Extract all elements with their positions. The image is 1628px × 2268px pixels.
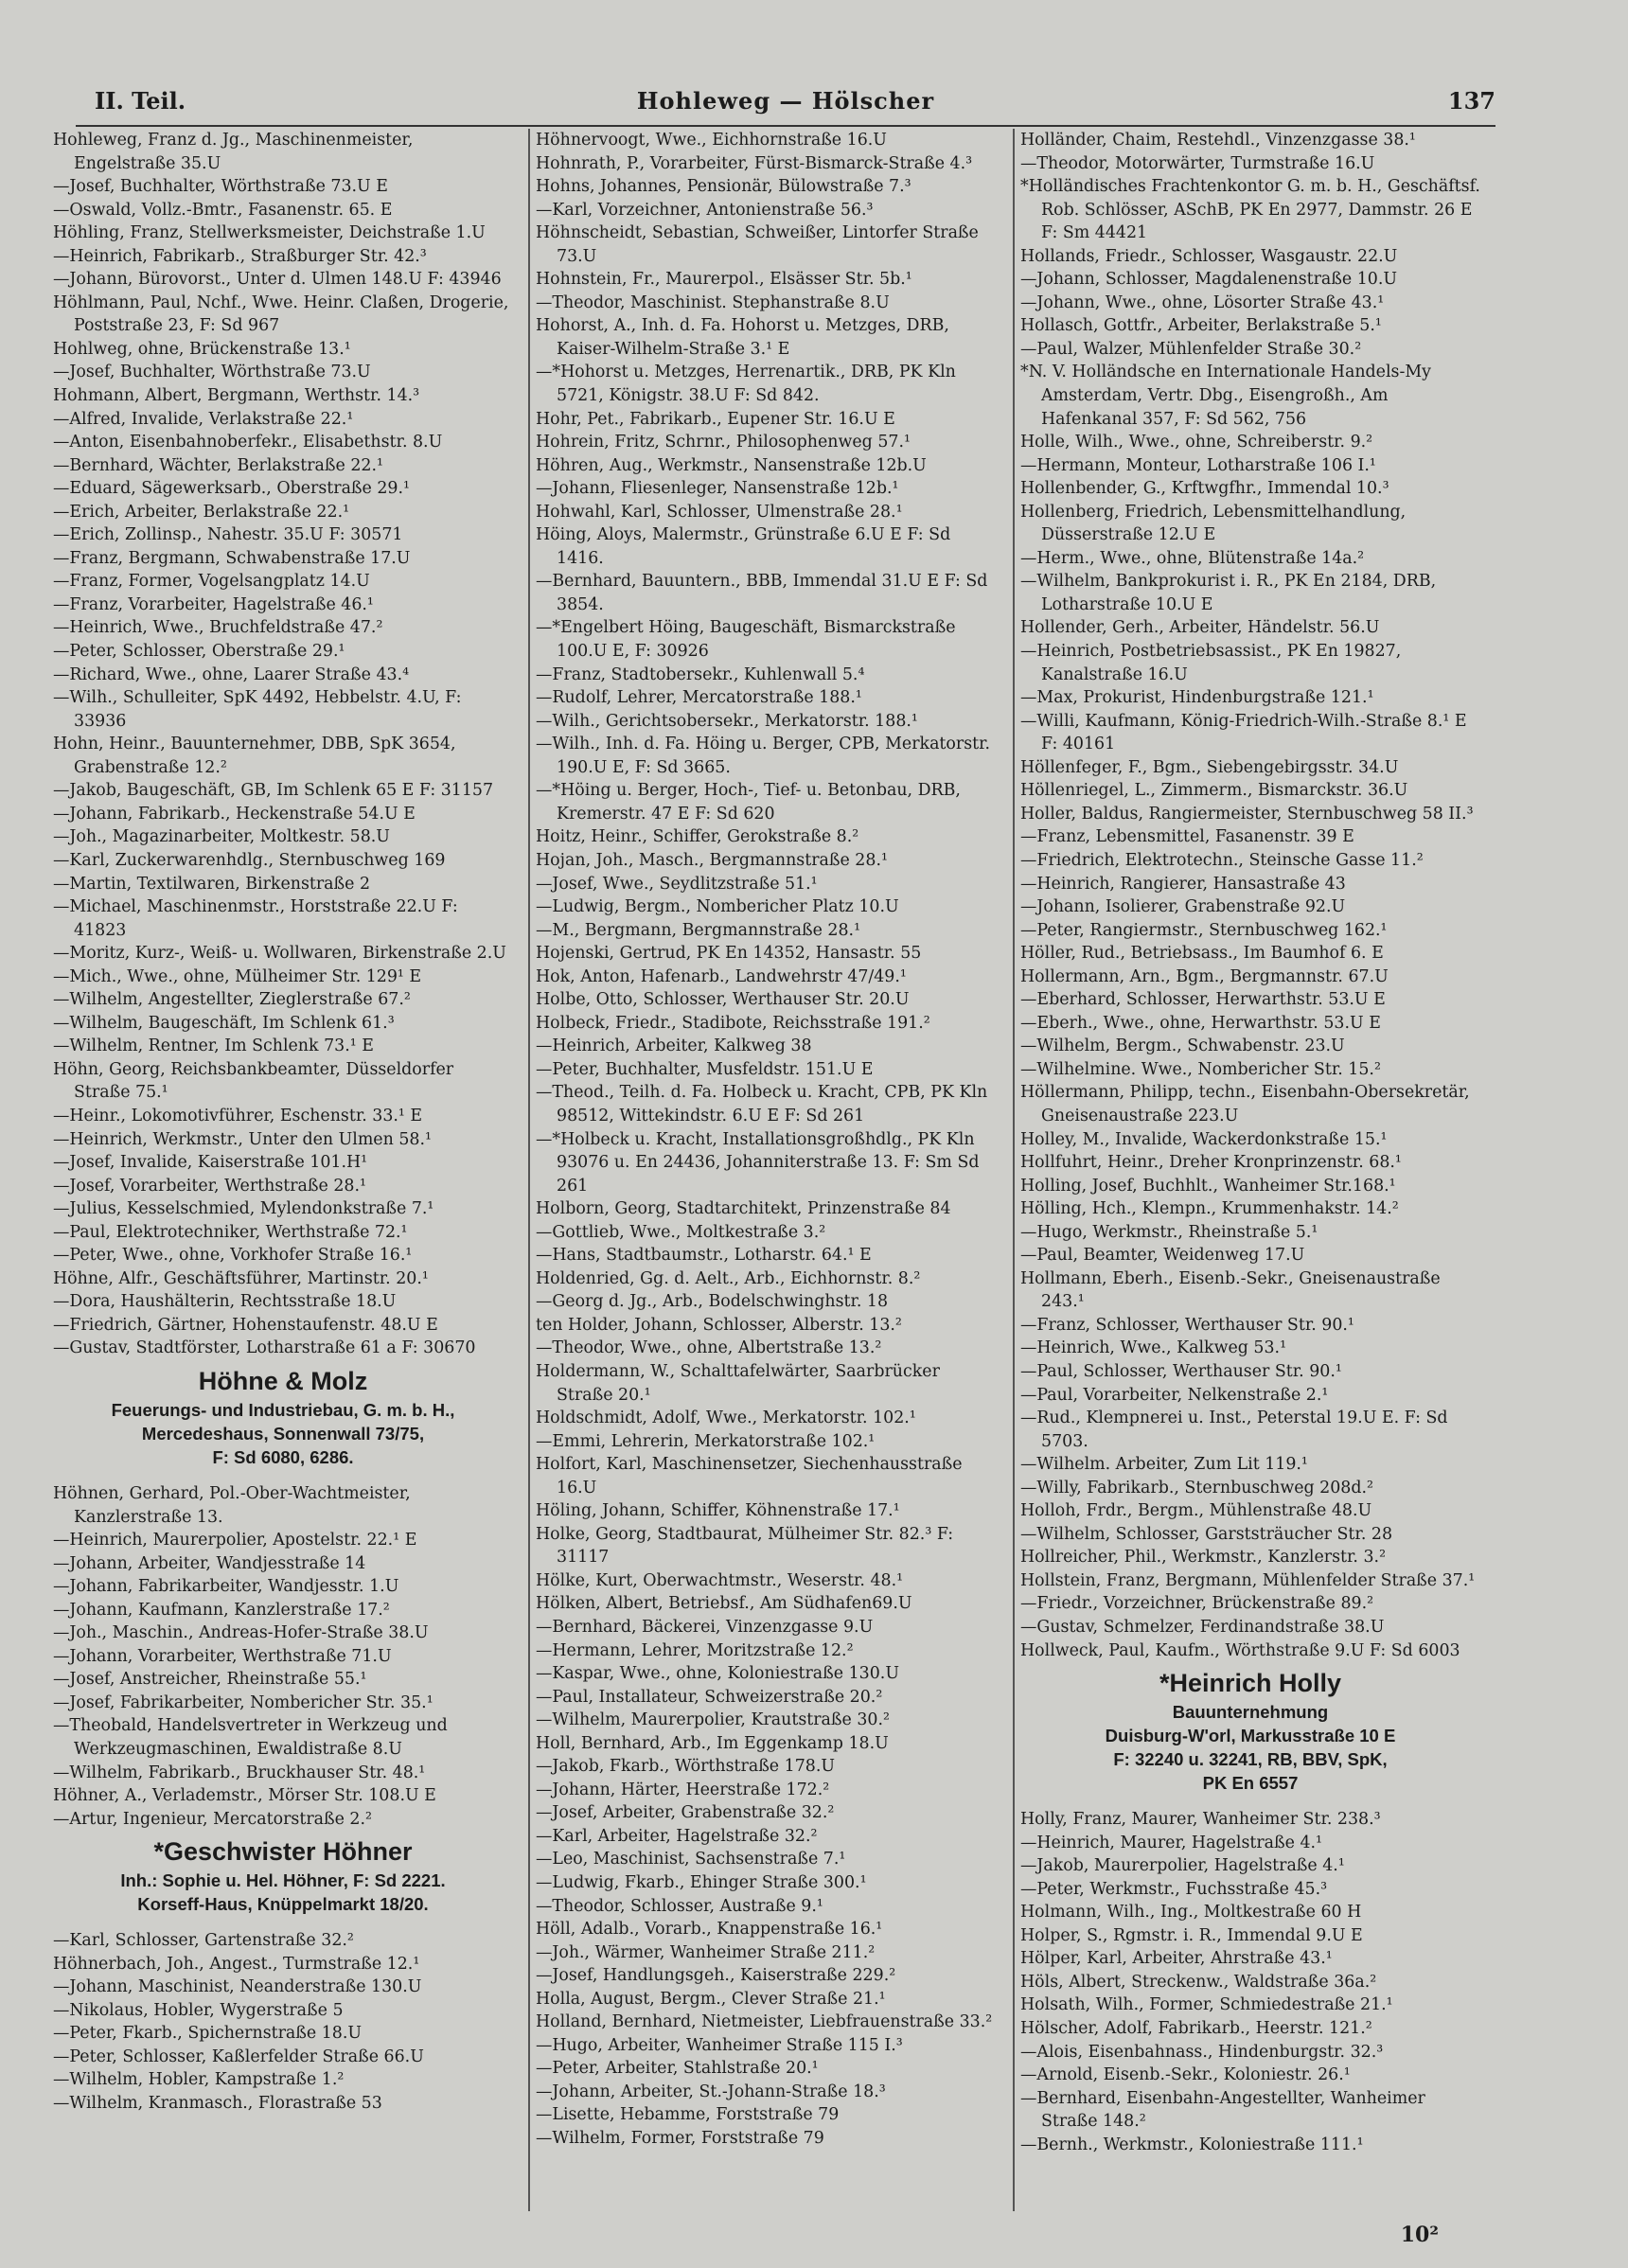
- directory-entry: —Paul, Vorarbeiter, Nelkenstraße 2.¹: [1020, 1385, 1329, 1405]
- directory-entry: Holley, M., Invalide, Wackerdonkstraße 15.¹: [1020, 1129, 1388, 1149]
- directory-column-2: [536, 129, 996, 2211]
- directory-entry: Höhnen, Gerhard, Pol.-Ober-Wachtmeister, Kanzlerstraße 13.: [53, 1483, 411, 1527]
- directory-entry: Holle, Wilh., Wwe., ohne, Schreiberstr. 9.²: [1020, 433, 1373, 452]
- directory-entry: —Alfred, Invalide, Verlakstraße 22.¹: [53, 409, 354, 429]
- directory-entry: —Rud., Klempnerei u. Inst., Peterstal 19.U E. F: Sd 5703.: [1020, 1409, 1448, 1451]
- directory-entry: —Johann, Bürovorst., Unter d. Ulmen 148.U F: 43946: [53, 270, 502, 290]
- advertisement-line: Korseff-Haus, Knüppelmarkt 18/20.: [137, 1894, 429, 1915]
- directory-entry: —Emmi, Lehrerin, Merkatorstraße 102.¹: [536, 1431, 876, 1451]
- directory-entry: —Wilhelm, Bergm., Schwabenstr. 23.U: [1020, 1037, 1345, 1056]
- directory-entry: —Wilhelmine. Wwe., Nombericher Str. 15.²: [1020, 1059, 1381, 1079]
- directory-entry: —Wilh., Gerichtsobersekr., Merkatorstr. 188.¹: [536, 711, 918, 731]
- directory-entry: —Heinrich, Postbetriebsassist., PK En 19827, Kanalstraße 16.U: [1020, 642, 1402, 684]
- directory-entry: —Julius, Kesselschmied, Mylendonkstraße 7.¹: [53, 1199, 434, 1219]
- directory-entry: —Artur, Ingenieur, Mercatorstraße 2.²: [53, 1809, 373, 1829]
- directory-entry: —Peter, Fkarb., Spichernstraße 18.U: [53, 2024, 363, 2044]
- directory-entry: —Jakob, Maurerpolier, Hagelstraße 4.¹: [1020, 1856, 1345, 1876]
- directory-entry: Hollstein, Franz, Bergmann, Mühlenfelder Straße 37.¹: [1020, 1570, 1476, 1590]
- directory-entry: Höhnervoogt, Wwe., Eichhornstraße 16.U: [536, 131, 887, 150]
- directory-entry: —Heinrich, Rangierer, Hansastraße 43: [1020, 874, 1346, 894]
- directory-entry: —Kaspar, Wwe., ohne, Koloniestraße 130.U: [536, 1664, 899, 1684]
- directory-entry: —Eberhard, Schlosser, Herwarthstr. 53.U E: [1020, 990, 1386, 1010]
- directory-entry: Holbe, Otto, Schlosser, Werthauser Str. 20.U: [536, 990, 910, 1010]
- directory-entry: Höhlmann, Paul, Nchf., Wwe. Heinr. Claßen, Drogerie, Poststraße 23, F: Sd 967: [53, 292, 509, 336]
- directory-entry: —M., Bergmann, Bergmannstraße 28.¹: [536, 920, 861, 940]
- directory-entry: —Josef, Fabrikarbeiter, Nombericher Str. 35.¹: [53, 1692, 434, 1712]
- directory-entry: —Franz, Vorarbeiter, Hagelstraße 46.¹: [53, 594, 374, 614]
- directory-entry: Hoitz, Heinr., Schiffer, Gerokstraße 8.²: [536, 827, 859, 847]
- directory-entry: Hohr, Pet., Fabrikarb., Eupener Str. 16.U E: [536, 409, 895, 429]
- directory-entry: Höllermann, Philipp, techn., Eisenbahn-Obersekretär, Gneisenaustraße 223.U: [1020, 1083, 1470, 1125]
- directory-entry: Holdenried, Gg. d. Aelt., Arb., Eichhornstr. 8.²: [536, 1268, 921, 1288]
- directory-entry: —Heinrich, Arbeiter, Kalkweg 38: [536, 1037, 812, 1056]
- directory-entry: —Johann, Wwe., ohne, Lösorter Straße 43.¹: [1020, 292, 1385, 312]
- directory-entry: —Gustav, Schmelzer, Ferdinandstraße 38.U: [1020, 1618, 1385, 1637]
- directory-entry: —Wilh., Schulleiter, SpK 4492, Hebbelstr. 4.U, F: 33936: [53, 688, 462, 731]
- directory-entry: *N. V. Holländsche en Internationale Handels-My Amsterdam, Vertr. Dbg., Eisengroßh., Am Hafenkanal 357, F: Sd 562, 756: [1020, 363, 1431, 429]
- directory-entry: Hölken, Albert, Betriebsf., Am Südhafen69.U: [536, 1594, 912, 1614]
- directory-entry: —Lisette, Hebamme, Forststraße 79: [536, 2105, 840, 2125]
- directory-entry: —*Höing u. Berger, Hoch-, Tief- u. Betonbau, DRB, Kremerstr. 47 E F: Sd 620: [536, 781, 961, 824]
- directory-entry: —Johann, Arbeiter, Wandjesstraße 14: [53, 1553, 366, 1573]
- directory-entry: —Joh., Magazinarbeiter, Moltkestr. 58.U: [53, 827, 390, 847]
- directory-entry: Holbeck, Friedr., Stadibote, Reichsstraße 191.²: [536, 1013, 930, 1033]
- directory-entry: —Franz, Former, Vogelsangplatz 14.U: [53, 572, 370, 592]
- directory-entry: —Wilhelm, Bankprokurist i. R., PK En 2184, DRB, Lotharstraße 10.U E: [1020, 572, 1437, 614]
- directory-entry: —Rudolf, Lehrer, Mercatorstraße 188.¹: [536, 688, 862, 708]
- directory-entry: —Hugo, Werkmstr., Rheinstraße 5.¹: [1020, 1222, 1318, 1242]
- directory-entry: Höhling, Franz, Stellwerksmeister, Deichstraße 1.U: [53, 223, 486, 243]
- directory-entry: Holfort, Karl, Maschinensetzer, Siechenhausstraße 16.U: [536, 1455, 963, 1497]
- directory-entry: —Erich, Arbeiter, Berlakstraße 22.¹: [53, 502, 350, 522]
- directory-entry: —Eduard, Sägewerksarb., Oberstraße 29.¹: [53, 479, 410, 499]
- directory-entry: Holly, Franz, Maurer, Wanheimer Str. 238.³: [1020, 1810, 1381, 1830]
- directory-entry: Hölscher, Adolf, Fabrikarb., Heerstr. 121.²: [1020, 2019, 1372, 2039]
- column-divider: [1013, 129, 1015, 2211]
- directory-entry: —Ludwig, Fkarb., Ehinger Straße 300.¹: [536, 1873, 867, 1893]
- directory-entry: Hohnrath, P., Vorarbeiter, Fürst-Bismarck-Straße 4.³: [536, 153, 973, 173]
- directory-entry: Höhne, Alfr., Geschäftsführer, Martinstr. 20.¹: [53, 1268, 429, 1288]
- directory-entry: —Jakob, Fkarb., Wörthstraße 178.U: [536, 1757, 836, 1777]
- advertisement-line: F: Sd 6080, 6286.: [212, 1446, 354, 1467]
- page-number: 137: [1447, 87, 1495, 115]
- directory-entry: —Nikolaus, Hobler, Wygerstraße 5: [53, 2000, 344, 2020]
- directory-entry: Höling, Johann, Schiffer, Köhnenstraße 17.¹: [536, 1501, 900, 1521]
- directory-entry: Holla, August, Bergm., Clever Straße 21.¹: [536, 1989, 886, 2009]
- directory-entry: —Eberh., Wwe., ohne, Herwarthstr. 53.U E: [1020, 1013, 1381, 1033]
- directory-entry: —Wilhelm, Former, Forststraße 79: [536, 2129, 824, 2149]
- directory-entry: Hollender, Gerh., Arbeiter, Händelstr. 56.U: [1020, 618, 1380, 638]
- directory-entry: Hölke, Kurt, Oberwachtmstr., Weserstr. 48.¹: [536, 1570, 904, 1590]
- directory-entry: Holper, S., Rgmstr. i. R., Immendal 9.U E: [1020, 1925, 1363, 1945]
- directory-entry: —Johann, Vorarbeiter, Werthstraße 71.U: [53, 1646, 392, 1666]
- directory-column-3: [1020, 129, 1480, 2211]
- directory-entry: —Michael, Maschinenmstr., Horststraße 22.U F: 41823: [53, 897, 458, 940]
- advertisement-name: *Heinrich Holly: [1159, 1669, 1342, 1698]
- directory-entry: —Gottlieb, Wwe., Moltkestraße 3.²: [536, 1222, 826, 1242]
- directory-entry: —Georg d. Jg., Arb., Bodelschwinghstr. 18: [536, 1292, 889, 1312]
- directory-entry: —Peter, Rangiermstr., Sternbuschweg 162.¹: [1020, 920, 1388, 940]
- directory-entry: —Johann, Fabrikarb., Heckenstraße 54.U E: [53, 804, 416, 824]
- directory-entry: —Wilh., Inh. d. Fa. Höing u. Berger, CPB, Merkatorstr. 190.U E, F: Sd 3665.: [536, 735, 991, 777]
- directory-entry: —Leo, Maschinist, Sachsenstraße 7.¹: [536, 1850, 846, 1869]
- directory-entry: —Karl, Schlosser, Gartenstraße 32.²: [53, 1931, 354, 1951]
- directory-entry: —Theod., Teilh. d. Fa. Holbeck u. Kracht, CPB, PK Kln 98512, Wittekindstr. 6.U E F: Sd 261: [536, 1083, 988, 1125]
- directory-entry: Höller, Rud., Betriebsass., Im Baumhof 6. E: [1020, 944, 1384, 964]
- directory-entry: *Holländisches Frachtenkontor G. m. b. H., Geschäftsf. Rob. Schlösser, ASchB, PK En 2977, Dammstr. 26 E F: Sm 44421: [1020, 177, 1480, 243]
- directory-entry: —Wilhelm, Schlosser, Garststräucher Str. 28: [1020, 1524, 1393, 1544]
- directory-entry: —Mich., Wwe., ohne, Mülheimer Str. 129¹ E: [53, 966, 422, 986]
- directory-entry: Hollreicher, Phil., Werkmstr., Kanzlerstr. 3.²: [1020, 1548, 1387, 1568]
- directory-entry: Hohmann, Albert, Bergmann, Werthstr. 14.³: [53, 386, 420, 406]
- directory-entry: —Joh., Wärmer, Wanheimer Straße 211.²: [536, 1942, 876, 1962]
- directory-entry: Hölper, Karl, Arbeiter, Ahrstraße 43.¹: [1020, 1949, 1333, 1969]
- directory-entry: Hollmann, Eberh., Eisenb.-Sekr., Gneisenaustraße 243.¹: [1020, 1268, 1441, 1312]
- directory-entry: —Moritz, Kurz-, Weiß- u. Wollwaren, Birkenstraße 2.U: [53, 944, 506, 964]
- directory-entry: —Paul, Schlosser, Werthauser Str. 90.¹: [1020, 1361, 1342, 1381]
- directory-entry: —Franz, Stadtobersekr., Kuhlenwall 5.⁴: [536, 664, 865, 684]
- header-rule: [76, 125, 1495, 127]
- directory-entry: —Wilhelm, Maurerpolier, Krautstraße 30.²: [536, 1710, 890, 1730]
- directory-column-1: [53, 129, 513, 2211]
- directory-entry: —Johann, Isolierer, Grabenstraße 92.U: [1020, 897, 1346, 917]
- directory-entry: —Hermann, Monteur, Lotharstraße 106 I.¹: [1020, 455, 1376, 475]
- directory-entry: —Anton, Eisenbahnoberfekr., Elisabethstr. 8.U: [53, 433, 443, 452]
- directory-entry: —Hans, Stadtbaumstr., Lotharstr. 64.¹ E: [536, 1246, 872, 1266]
- directory-entry: —Erich, Zollinsp., Nahestr. 35.U F: 30571: [53, 525, 403, 545]
- directory-entry: Hohleweg, Franz d. Jg., Maschinenmeister, Engelstraße 35.U: [53, 131, 414, 173]
- directory-entry: —Joh., Maschin., Andreas-Hofer-Straße 38.U: [53, 1623, 429, 1643]
- directory-entry: —Wilhelm, Rentner, Im Schlenk 73.¹ E: [53, 1037, 374, 1056]
- business-advertisement: [53, 1834, 513, 1916]
- directory-entry: —Wilhelm, Fabrikarb., Bruckhauser Str. 48.¹: [53, 1763, 426, 1782]
- directory-entry: Hohnstein, Fr., Maurerpol., Elsässer Str. 5b.¹: [536, 270, 912, 290]
- directory-entry: —Arnold, Eisenb.-Sekr., Koloniestr. 26.¹: [1020, 2065, 1351, 2085]
- directory-entry: —Johann, Maschinist, Neanderstraße 130.U: [53, 1977, 422, 1997]
- directory-entry: —Bernhard, Eisenbahn-Angestellter, Wanheimer Straße 148.²: [1020, 2088, 1425, 2132]
- directory-entry: Holland, Bernhard, Nietmeister, Liebfrauenstraße 33.²: [536, 2012, 993, 2032]
- directory-entry: Holler, Baldus, Rangiermeister, Sternbuschweg 58 II.³: [1020, 804, 1474, 824]
- directory-entry: —Wilhelm. Arbeiter, Zum Lit 119.¹: [1020, 1455, 1308, 1475]
- advertisement-line: Duisburg-W'orl, Markusstraße 10 E: [1105, 1726, 1396, 1746]
- directory-entry: Holsath, Wilh., Former, Schmiedestraße 21.¹: [1020, 1995, 1393, 2015]
- directory-entry: Holke, Georg, Stadtbaurat, Mülheimer Str. 82.³ F: 31117: [536, 1524, 954, 1568]
- directory-entry: Hohrein, Fritz, Schrnr., Philosophenweg 57.¹: [536, 433, 911, 452]
- directory-entry: —Heinrich, Maurer, Hagelstraße 4.¹: [1020, 1833, 1323, 1852]
- directory-entry: —Bernhard, Bäckerei, Vinzenzgasse 9.U: [536, 1618, 874, 1637]
- directory-entry: —Heinrich, Maurerpolier, Apostelstr. 22.¹ E: [53, 1531, 417, 1550]
- signature-mark: 10²: [1400, 2223, 1439, 2247]
- directory-entry: —Herm., Wwe., ohne, Blütenstraße 14a.²: [1020, 548, 1365, 568]
- directory-entry: —Richard, Wwe., ohne, Laarer Straße 43.⁴: [53, 664, 410, 684]
- directory-entry: —Oswald, Vollz.-Bmtr., Fasanenstr. 65. E: [53, 200, 393, 220]
- directory-entry: —Peter, Buchhalter, Musfeldstr. 151.U E: [536, 1059, 874, 1079]
- directory-entry: Holdermann, W., Schalttafelwärter, Saarbrücker Straße 20.¹: [536, 1361, 940, 1405]
- directory-entry: —Peter, Arbeiter, Stahlstraße 20.¹: [536, 2059, 819, 2079]
- directory-entry: Höhnscheidt, Sebastian, Schweißer, Lintorfer Straße 73.U: [536, 223, 979, 266]
- directory-entry: —Paul, Elektrotechniker, Werthstraße 72.¹: [53, 1222, 408, 1242]
- directory-entry: ten Holder, Johann, Schlosser, Alberstr. 13.²: [536, 1315, 902, 1335]
- directory-entry: —Theodor, Wwe., ohne, Albertstraße 13.²: [536, 1338, 882, 1358]
- directory-entry: Hollenbender, G., Krftwgfhr., Immendal 10.³: [1020, 479, 1389, 499]
- directory-entry: Höhn, Georg, Reichsbankbeamter, Düsseldorfer Straße 75.¹: [53, 1059, 454, 1103]
- directory-entry: —Paul, Walzer, Mühlenfelder Straße 30.²: [1020, 339, 1362, 359]
- directory-entry: Hohlweg, ohne, Brückenstraße 13.¹: [53, 339, 351, 359]
- directory-entry: —Theodor, Maschinist. Stephanstraße 8.U: [536, 292, 890, 312]
- directory-entry: —Wilhelm, Kranmasch., Florastraße 53: [53, 2094, 382, 2114]
- directory-entry: —Karl, Vorzeichner, Antonienstraße 56.³: [536, 200, 874, 220]
- directory-entry: Holländer, Chaim, Restehdl., Vinzenzgasse 38.¹: [1020, 131, 1416, 150]
- directory-entry: —Ludwig, Bergm., Nombericher Platz 10.U: [536, 897, 899, 917]
- directory-entry: —Josef, Anstreicher, Rheinstraße 55.¹: [53, 1670, 367, 1690]
- directory-entry: —Hugo, Arbeiter, Wanheimer Straße 115 I.³: [536, 2035, 903, 2055]
- directory-entry: —Paul, Beamter, Weidenweg 17.U: [1020, 1246, 1305, 1266]
- advertisement-name: *Geschwister Höhner: [153, 1837, 413, 1867]
- page-header: [76, 87, 1495, 125]
- directory-entry: Hollweck, Paul, Kaufm., Wörthstraße 9.U F: Sd 6003: [1020, 1640, 1460, 1660]
- directory-entry: Hojan, Joh., Masch., Bergmannstraße 28.¹: [536, 850, 888, 870]
- directory-entry: Hollands, Friedr., Schlosser, Wasgaustr. 22.U: [1020, 246, 1398, 266]
- directory-entry: Hollasch, Gottfr., Arbeiter, Berlakstraße 5.¹: [1020, 316, 1382, 336]
- advertisement-line: F: 32240 u. 32241, RB, BBV, SpK,: [1113, 1749, 1388, 1770]
- directory-entry: —Theobald, Handelsvertreter in Werkzeug und Werkzeugmaschinen, Ewaldistraße 8.U: [53, 1716, 448, 1759]
- advertisement-line: Feuerungs- und Industriebau, G. m. b. H.,: [111, 1399, 455, 1420]
- advertisement-line: Mercedeshaus, Sonnenwall 73/75,: [141, 1423, 425, 1444]
- directory-entry: —Johann, Arbeiter, St.-Johann-Straße 18.³: [536, 2082, 886, 2101]
- directory-entry: Holloh, Frdr., Bergm., Mühlenstraße 48.U: [1020, 1501, 1372, 1521]
- directory-entry: —Paul, Installateur, Schweizerstraße 20.²: [536, 1687, 883, 1707]
- directory-entry: Höllenriegel, L., Zimmerm., Bismarckstr. 36.U: [1020, 781, 1408, 801]
- directory-entry: —Theodor, Motorwärter, Turmstraße 16.U: [1020, 153, 1375, 173]
- directory-entry: —Willi, Kaufmann, König-Friedrich-Wilh.-Straße 8.¹ E F: 40161: [1020, 711, 1467, 754]
- directory-entry: —*Hohorst u. Metzges, Herrenartik., DRB, PK Kln 5721, Königstr. 38.U F: Sd 842.: [536, 363, 956, 406]
- business-advertisement: [53, 1364, 513, 1469]
- directory-entry: —Franz, Bergmann, Schwabenstraße 17.U: [53, 548, 411, 568]
- directory-entry: —Josef, Arbeiter, Grabenstraße 32.²: [536, 1803, 835, 1823]
- directory-entry: Holl, Bernhard, Arb., Im Eggenkamp 18.U: [536, 1733, 889, 1753]
- directory-entry: Höing, Aloys, Malermstr., Grünstraße 6.U E F: Sd 1416.: [536, 525, 951, 568]
- directory-entry: —Jakob, Baugeschäft, GB, Im Schlenk 65 E F: 31157: [53, 781, 494, 801]
- directory-entry: —Bernhard, Bauuntern., BBB, Immendal 31.U E F: Sd 3854.: [536, 572, 988, 614]
- directory-entry: —Johann, Härter, Heerstraße 172.²: [536, 1780, 830, 1799]
- directory-entry: —Josef, Buchhalter, Wörthstraße 73.U E: [53, 177, 388, 197]
- directory-entry: —Theodor, Schlosser, Austraße 9.¹: [536, 1896, 823, 1916]
- advertisement-name: Höhne & Molz: [198, 1366, 368, 1395]
- directory-entry: —Hermann, Lehrer, Moritzstraße 12.²: [536, 1640, 854, 1660]
- directory-entry: —Friedrich, Gärtner, Hohenstaufenstr. 48.U E: [53, 1315, 438, 1335]
- directory-entry: —Karl, Arbeiter, Hagelstraße 32.²: [536, 1826, 818, 1846]
- directory-entry: —Johann, Kaufmann, Kanzlerstraße 17.²: [53, 1600, 390, 1620]
- directory-entry: —Max, Prokurist, Hindenburgstraße 121.¹: [1020, 688, 1374, 708]
- directory-entry: —Wilhelm, Angestellter, Zieglerstraße 67.²: [53, 990, 411, 1010]
- directory-entry: —Josef, Wwe., Seydlitzstraße 51.¹: [536, 874, 818, 894]
- directory-entry: Hohns, Johannes, Pensionär, Bülowstraße 7.³: [536, 177, 911, 197]
- running-title: Hohleweg — Hölscher: [636, 87, 935, 115]
- directory-entry: Holborn, Georg, Stadtarchitekt, Prinzenstraße 84: [536, 1199, 951, 1219]
- directory-entry: Hok, Anton, Hafenarb., Landwehrstr 47/49.¹: [536, 966, 907, 986]
- directory-entry: —Johann, Fliesenleger, Nansenstraße 12b.¹: [536, 479, 899, 499]
- directory-entry: —Bernhard, Wächter, Berlakstraße 22.¹: [53, 455, 383, 475]
- directory-entry: —Johann, Fabrikarbeiter, Wandjesstr. 1.U: [53, 1577, 399, 1597]
- directory-entry: Holmann, Wilh., Ing., Moltkestraße 60 H: [1020, 1903, 1362, 1922]
- advertisement-line: Inh.: Sophie u. Hel. Höhner, F: Sd 2221.: [120, 1870, 446, 1891]
- directory-entry: —Heinrich, Wwe., Kalkweg 53.¹: [1020, 1338, 1287, 1358]
- directory-entry: —Friedrich, Elektrotechn., Steinsche Gasse 11.²: [1020, 850, 1424, 870]
- directory-entry: Holling, Josef, Buchhlt., Wanheimer Str.168.¹: [1020, 1176, 1396, 1196]
- directory-entry: Holdschmidt, Adolf, Wwe., Merkatorstr. 102.¹: [536, 1409, 916, 1428]
- directory-entry: —Martin, Textilwaren, Birkenstraße 2: [53, 874, 371, 894]
- directory-entry: —Bernh., Werkmstr., Koloniestraße 111.¹: [1020, 2135, 1364, 2154]
- directory-entry: —Peter, Schlosser, Oberstraße 29.¹: [53, 642, 345, 662]
- advertisement-line: Bauunternehmung: [1172, 1702, 1329, 1723]
- directory-entry: Hohwahl, Karl, Schlosser, Ulmenstraße 28.¹: [536, 502, 903, 522]
- column-divider: [528, 129, 530, 2211]
- directory-entry: —Josef, Invalide, Kaiserstraße 101.H¹: [53, 1153, 368, 1173]
- directory-entry: —Franz, Schlosser, Werthauser Str. 90.¹: [1020, 1315, 1354, 1335]
- directory-entry: Höhnerbach, Joh., Angest., Turmstraße 12.¹: [53, 1954, 420, 1974]
- directory-entry: —Josef, Buchhalter, Wörthstraße 73.U: [53, 363, 371, 382]
- directory-entry: Hollfuhrt, Heinr., Dreher Kronprinzenstr. 68.¹: [1020, 1153, 1402, 1173]
- directory-entry: Hohorst, A., Inh. d. Fa. Hohorst u. Metzges, DRB, Kaiser-Wilhelm-Straße 3.¹ E: [536, 316, 949, 359]
- directory-entry: —Josef, Handlungsgeh., Kaiserstraße 229.²: [536, 1966, 896, 1986]
- directory-entry: —Heinrich, Wwe., Bruchfeldstraße 47.²: [53, 618, 383, 638]
- directory-entry: —Josef, Vorarbeiter, Werthstraße 28.¹: [53, 1176, 366, 1196]
- directory-entry: —Franz, Lebensmittel, Fasanenstr. 39 E: [1020, 827, 1354, 847]
- part-label: II. Teil.: [95, 87, 186, 115]
- business-advertisement: [1020, 1666, 1480, 1795]
- directory-entry: Höls, Albert, Streckenw., Waldstraße 36a.²: [1020, 1972, 1377, 1992]
- directory-entry: —Friedr., Vorzeichner, Brückenstraße 89.²: [1020, 1594, 1374, 1614]
- directory-entry: —Gustav, Stadtförster, Lotharstraße 61 a F: 30670: [53, 1338, 476, 1358]
- directory-entry: Hojenski, Gertrud, PK En 14352, Hansastr. 55: [536, 944, 922, 964]
- directory-entry: —Peter, Wwe., ohne, Vorkhofer Straße 16.¹: [53, 1246, 413, 1266]
- directory-entry: —Wilhelm, Hobler, Kampstraße 1.²: [53, 2070, 345, 2090]
- directory-entry: —Heinrich, Fabrikarb., Straßburger Str. 42.³: [53, 246, 427, 266]
- directory-entry: —Wilhelm, Baugeschäft, Im Schlenk 61.³: [53, 1013, 395, 1033]
- directory-entry: Hohn, Heinr., Bauunternehmer, DBB, SpK 3654, Grabenstraße 12.²: [53, 735, 456, 777]
- directory-entry: Hölling, Hch., Klempn., Krummenhakstr. 14.²: [1020, 1199, 1399, 1219]
- directory-entry: —Johann, Schlosser, Magdalenenstraße 10.U: [1020, 270, 1398, 290]
- directory-entry: Höll, Adalb., Vorarb., Knappenstraße 16.¹: [536, 1920, 883, 1940]
- directory-entry: —Dora, Haushälterin, Rechtsstraße 18.U: [53, 1292, 397, 1312]
- directory-entry: —Willy, Fabrikarb., Sternbuschweg 208d.²: [1020, 1478, 1373, 1497]
- directory-entry: Hollenberg, Friedrich, Lebensmittelhandlung, Düsserstraße 12.U E: [1020, 502, 1407, 545]
- directory-entry: —*Holbeck u. Kracht, Installationsgroßhdlg., PK Kln 93076 u. En 24436, Johanniterstraße 13. F: Sm Sd 261: [536, 1129, 980, 1196]
- directory-entry: —*Engelbert Höing, Baugeschäft, Bismarckstraße 100.U E, F: 30926: [536, 618, 956, 662]
- directory-entry: —Alois, Eisenbahnass., Hindenburgstr. 32.³: [1020, 2042, 1384, 2062]
- directory-entry: —Karl, Zuckerwarenhdlg., Sternbuschweg 169: [53, 850, 446, 870]
- directory-entry: —Peter, Werkmstr., Fuchsstraße 45.³: [1020, 1879, 1328, 1899]
- directory-entry: Hollermann, Arn., Bgm., Bergmannstr. 67.U: [1020, 966, 1389, 986]
- advertisement-line: PK En 6557: [1202, 1773, 1299, 1794]
- directory-entry: —Peter, Schlosser, Kaßlerfelder Straße 66.U: [53, 2047, 424, 2066]
- directory-entry: Höllenfeger, F., Bgm., Siebengebirgsstr. 34.U: [1020, 757, 1399, 777]
- directory-entry: Höhner, A., Verlademstr., Mörser Str. 108.U E: [53, 1786, 436, 1806]
- directory-entry: —Heinr., Lokomotivführer, Eschenstr. 33.¹ E: [53, 1106, 423, 1125]
- directory-entry: —Heinrich, Werkmstr., Unter den Ulmen 58.¹: [53, 1129, 432, 1149]
- directory-entry: Höhren, Aug., Werkmstr., Nansenstraße 12b.U: [536, 455, 927, 475]
